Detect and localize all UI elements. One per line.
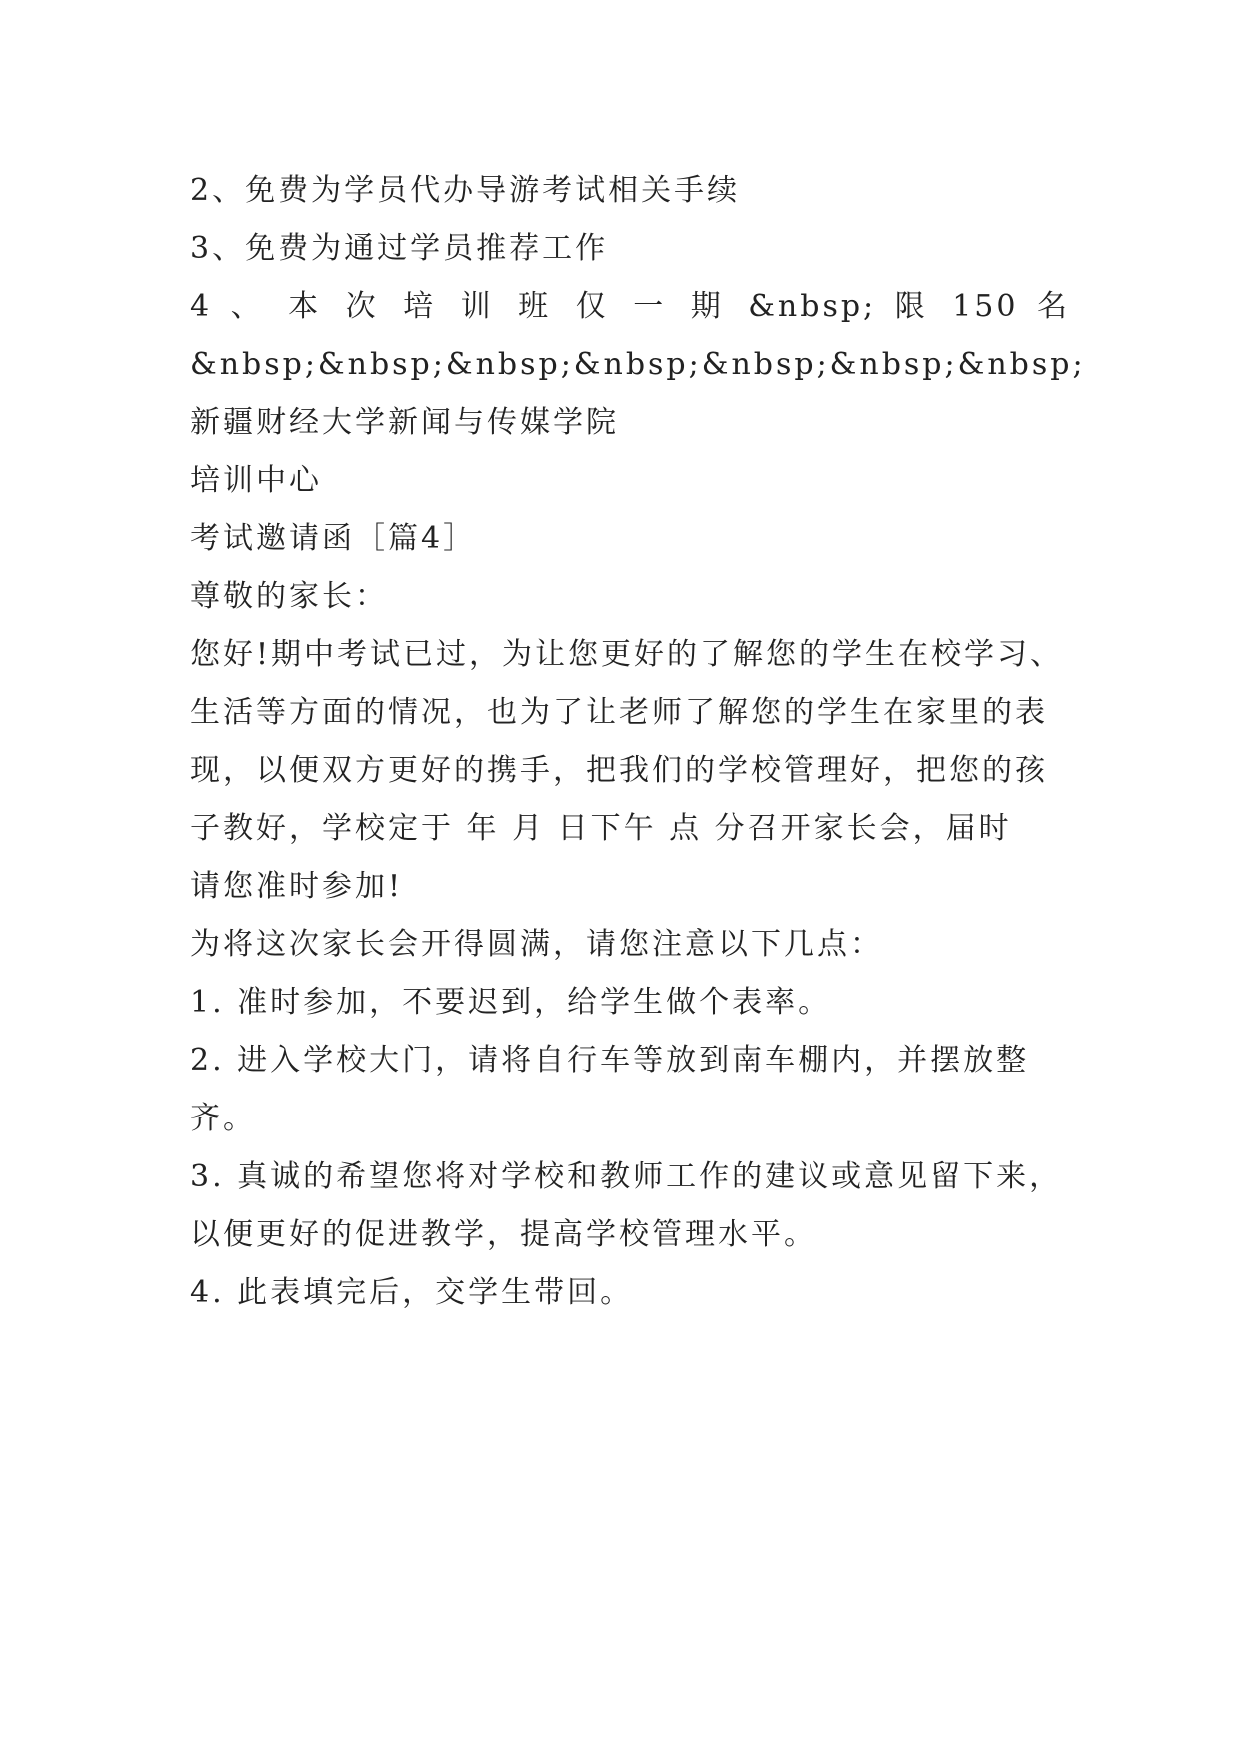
organization-department: 培训中心 <box>190 463 322 498</box>
body-paragraph-line-1: 您好!期中考试已过，为让您更好的了解您的学生在校学习、 <box>190 637 1064 672</box>
salutation: 尊敬的家长： <box>190 579 388 614</box>
body-paragraph-line-3: 现，以便双方更好的携手，把我们的学校管理好，把您的孩 <box>190 753 1048 788</box>
body-paragraph-line-4: 子教好，学校定于 年 月 日下午 点 分召开家长会，届时 <box>190 811 1012 846</box>
notice-item-3: 3. 真诚的希望您将对学校和教师工作的建议或意见留下来， <box>190 1159 1063 1194</box>
organization-name: 新疆财经大学新闻与传媒学院 <box>190 405 619 440</box>
notice-item-3-continued: 以便更好的促进教学，提高学校管理水平。 <box>190 1217 817 1252</box>
notice-item-2: 2. 进入学校大门，请将自行车等放到南车棚内，并摆放整 <box>190 1043 1030 1078</box>
body-paragraph-line-2: 生活等方面的情况，也为了让老师了解您的学生在家里的表 <box>190 695 1048 730</box>
notice-item-4: 4. 此表填完后，交学生带回。 <box>190 1275 634 1310</box>
body-paragraph-line-5: 请您准时参加! <box>190 869 404 904</box>
list-item-class-limit: 4 、 本 次 培 训 班 仅 一 期 &nbsp; 限 150 名 <box>190 289 1070 324</box>
nbsp-filler-line: &nbsp;&nbsp;&nbsp;&nbsp;&nbsp;&nbsp;&nbsp; <box>190 347 1086 382</box>
section-title: 考试邀请函［篇4］ <box>190 521 477 556</box>
notice-item-2-continued: 齐。 <box>190 1101 256 1136</box>
document-body <box>190 162 1086 1322</box>
notice-item-1: 1. 准时参加，不要迟到，给学生做个表率。 <box>190 985 832 1020</box>
list-item-free-job-recommendation: 3、免费为通过学员推荐工作 <box>190 231 609 266</box>
list-item-free-exam-procedures: 2、免费为学员代办导游考试相关手续 <box>190 173 741 208</box>
notice-intro: 为将这次家长会开得圆满，请您注意以下几点： <box>190 927 883 962</box>
